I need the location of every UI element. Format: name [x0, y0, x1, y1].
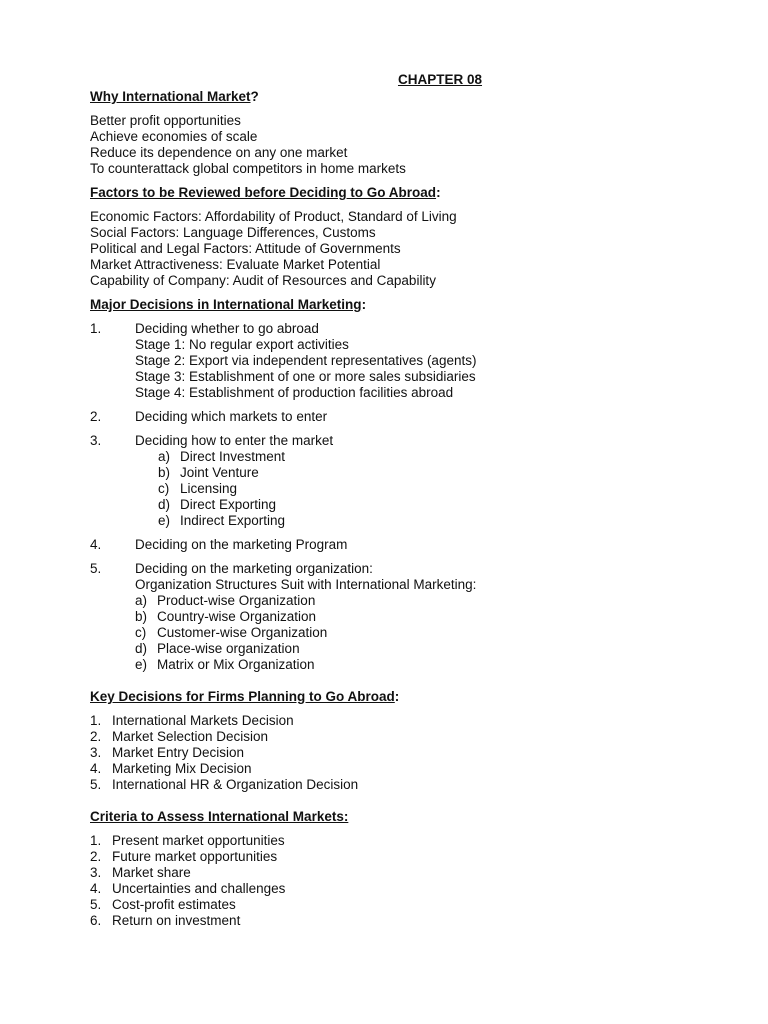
entry-option	[158, 481, 710, 497]
section-heading-factors	[90, 185, 710, 201]
entry-option	[158, 449, 710, 465]
section-heading-major	[90, 297, 710, 313]
spacer	[90, 529, 710, 537]
org-option	[135, 625, 710, 641]
document-body	[90, 72, 710, 937]
why-line: Better profit opportunities	[90, 113, 241, 128]
section-heading-major-text: Major Decisions in International Marketing	[90, 297, 362, 312]
item-number: 4.	[90, 881, 102, 896]
item-number: 1.	[90, 833, 102, 848]
why-line: To counterattack global competitors in home markets	[90, 161, 406, 176]
item-number: 5.	[90, 777, 102, 792]
criteria-item	[90, 865, 710, 881]
section-heading-why-text: Why International Market	[90, 89, 251, 104]
criteria-item	[90, 881, 710, 897]
item-text: Return on investment	[112, 913, 241, 928]
org-option	[135, 657, 710, 673]
item-text: Deciding whether to go abroad	[135, 321, 319, 336]
spacer	[90, 681, 710, 689]
criteria-item	[90, 897, 710, 913]
option-letter: d)	[135, 641, 148, 656]
factor-line: Social Factors: Language Differences, Customs	[90, 225, 376, 240]
entry-option	[158, 465, 710, 481]
option-letter: e)	[158, 513, 171, 528]
section-heading-key	[90, 689, 710, 705]
item-text: Deciding on the marketing organization:	[135, 561, 373, 576]
option-text: Licensing	[180, 481, 238, 496]
spacer	[90, 401, 710, 409]
item-text: Present market opportunities	[112, 833, 285, 848]
spacer	[90, 425, 710, 433]
option-text: Joint Venture	[180, 465, 259, 480]
option-letter: b)	[158, 465, 171, 480]
option-text: Indirect Exporting	[180, 513, 286, 528]
org-option	[135, 593, 710, 609]
option-letter: c)	[158, 481, 170, 496]
key-item	[90, 761, 710, 777]
item-text: Future market opportunities	[112, 849, 278, 864]
section-key-list	[90, 713, 710, 793]
section-heading-criteria-text: Criteria to Assess International Markets:	[90, 809, 349, 824]
section-heading-factors-suffix: :	[436, 185, 441, 200]
item-number: 1.	[90, 713, 102, 728]
criteria-item	[90, 849, 710, 865]
item-number: 2.	[90, 409, 102, 424]
item-number: 5.	[90, 561, 102, 576]
option-text: Place-wise organization	[157, 641, 300, 656]
criteria-item	[90, 913, 710, 929]
item-number: 3.	[90, 433, 102, 448]
item-text: Marketing Mix Decision	[112, 761, 252, 776]
item-number: 6.	[90, 913, 102, 928]
spacer	[90, 553, 710, 561]
spacer	[90, 801, 710, 809]
item-text: International Markets Decision	[112, 713, 294, 728]
item-text: Deciding how to enter the market	[135, 433, 334, 448]
why-line: Achieve economies of scale	[90, 129, 258, 144]
section-heading-factors-text: Factors to be Reviewed before Deciding to Go Abroad	[90, 185, 437, 200]
option-text: Product-wise Organization	[157, 593, 316, 608]
entry-option	[158, 497, 710, 513]
chapter-title: CHAPTER 08	[397, 72, 483, 87]
numbered-item	[90, 537, 710, 553]
section-heading-key-text: Key Decisions for Firms Planning to Go Abroad	[90, 689, 395, 704]
stage-line: Stage 3: Establishment of one or more sales subsidiaries	[135, 369, 476, 384]
item-number: 3.	[90, 865, 102, 880]
numbered-item	[90, 561, 710, 577]
item-text: Market Entry Decision	[112, 745, 245, 760]
item-number: 2.	[90, 849, 102, 864]
entry-option	[158, 513, 710, 529]
option-letter: a)	[135, 593, 148, 608]
option-text: Country-wise Organization	[157, 609, 317, 624]
item-text: Deciding on the marketing Program	[135, 537, 348, 552]
section-heading-why	[90, 89, 710, 105]
item-text: International HR & Organization Decision	[112, 777, 359, 792]
item-text: Uncertainties and challenges	[112, 881, 286, 896]
section-heading-criteria	[90, 809, 710, 825]
stage-line: Stage 2: Export via independent representatives (agents)	[135, 353, 477, 368]
numbered-item	[90, 409, 710, 425]
option-text: Customer-wise Organization	[157, 625, 328, 640]
option-text: Direct Exporting	[180, 497, 277, 512]
section-heading-major-suffix: :	[361, 297, 367, 312]
item-text: Cost-profit estimates	[112, 897, 236, 912]
org-option	[135, 609, 710, 625]
item-number: 3.	[90, 745, 102, 760]
item-number: 2.	[90, 729, 102, 744]
key-item	[90, 729, 710, 745]
section-heading-why-suffix: ?	[250, 89, 259, 104]
section-criteria-list	[90, 833, 710, 929]
section-why-lines	[90, 113, 710, 177]
option-text: Direct Investment	[180, 449, 286, 464]
factor-line: Capability of Company: Audit of Resources and Capability	[90, 273, 436, 288]
section-major-list	[90, 321, 710, 673]
item-text: Market share	[112, 865, 191, 880]
item-text: Deciding which markets to enter	[135, 409, 328, 424]
key-item	[90, 777, 710, 793]
item-number: 1.	[90, 321, 102, 336]
item-number: 4.	[90, 761, 102, 776]
option-letter: e)	[135, 657, 148, 672]
stage-line: Stage 1: No regular export activities	[135, 337, 349, 352]
why-line: Reduce its dependence on any one market	[90, 145, 348, 160]
item-subtitle: Organization Structures Suit with International Marketing:	[135, 577, 477, 592]
item-number: 5.	[90, 897, 102, 912]
factor-line: Market Attractiveness: Evaluate Market Potential	[90, 257, 381, 272]
item-number: 4.	[90, 537, 102, 552]
option-letter: a)	[158, 449, 171, 464]
criteria-item	[90, 833, 710, 849]
option-letter: b)	[135, 609, 148, 624]
option-text: Matrix or Mix Organization	[157, 657, 315, 672]
numbered-item	[90, 321, 710, 337]
section-heading-key-suffix: :	[394, 689, 400, 704]
section-factors-lines	[90, 209, 710, 289]
factor-line: Political and Legal Factors: Attitude of Governments	[90, 241, 401, 256]
option-letter: c)	[135, 625, 147, 640]
numbered-item	[90, 433, 710, 449]
item-text: Market Selection Decision	[112, 729, 269, 744]
factor-line: Economic Factors: Affordability of Product, Standard of Living	[90, 209, 457, 224]
key-item	[90, 745, 710, 761]
org-option	[135, 641, 710, 657]
key-item	[90, 713, 710, 729]
stage-line: Stage 4: Establishment of production facilities abroad	[135, 385, 454, 400]
option-letter: d)	[158, 497, 171, 512]
